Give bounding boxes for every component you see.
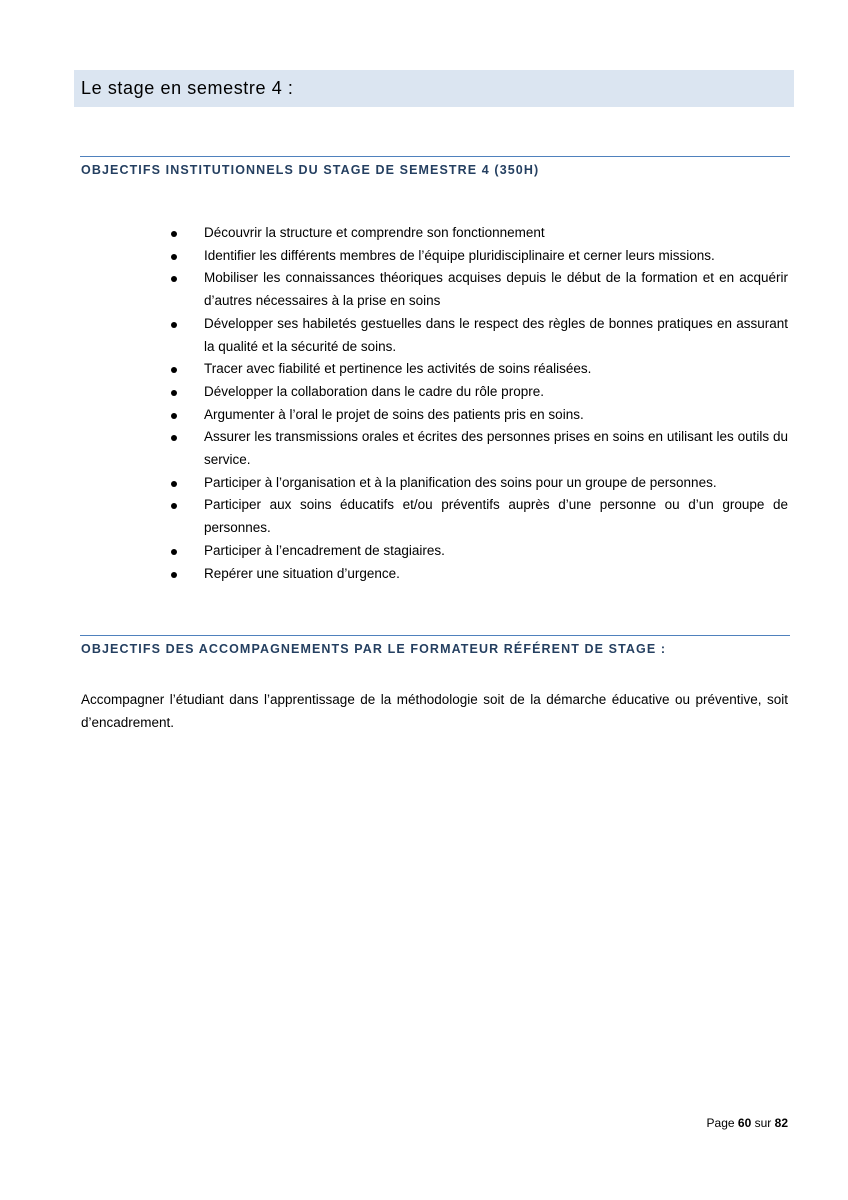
section-institutional-objectives xyxy=(80,156,790,177)
section-referent-objectives xyxy=(80,635,790,656)
list-item-text: Participer à l’encadrement de stagiaires. xyxy=(204,542,445,558)
list-item-text: Assurer les transmissions orales et écrites des personnes prises en soins en utilisant les outils du service. xyxy=(204,429,788,468)
list-item-text: Participer aux soins éducatifs et/ou préventifs auprès d’une personne ou d’un groupe de personnes. xyxy=(204,497,788,536)
page-title: Le stage en semestre 4 : xyxy=(81,78,294,98)
section-heading: OBJECTIFS INSTITUTIONNELS DU STAGE DE SEMESTRE 4 (350H) xyxy=(81,163,540,177)
bullet-icon xyxy=(171,322,177,328)
bullet-icon xyxy=(171,254,177,260)
footer-separator: sur xyxy=(754,1116,772,1130)
list-item-text: Mobiliser les connaissances théoriques acquises depuis le début de la formation et en acquérir d’autres nécessaires à la prise en soins xyxy=(204,270,788,309)
bullet-icon xyxy=(171,572,177,578)
bullet-icon xyxy=(171,435,177,441)
list-item xyxy=(168,563,788,586)
list-item xyxy=(168,245,788,268)
title-band xyxy=(74,70,794,107)
footer-total-pages: 82 xyxy=(774,1116,788,1130)
bullet-icon xyxy=(171,503,177,509)
list-item-text: Découvrir la structure et comprendre son fonctionnement xyxy=(204,225,545,240)
list-item-text: Développer la collaboration dans le cadre du rôle propre. xyxy=(204,383,544,399)
list-item xyxy=(168,358,788,381)
bullet-icon xyxy=(171,390,177,396)
list-item xyxy=(168,381,788,404)
bullet-icon xyxy=(171,481,177,487)
list-item-text: Argumenter à l’oral le projet de soins des patients pris en soins. xyxy=(204,406,584,422)
list-item xyxy=(168,222,788,245)
objectives-list xyxy=(168,222,788,585)
list-item xyxy=(168,540,788,563)
list-item xyxy=(168,267,788,312)
bullet-icon xyxy=(171,231,177,237)
list-item-text: Repérer une situation d’urgence. xyxy=(204,565,400,581)
bullet-icon xyxy=(171,276,177,282)
bullet-icon xyxy=(171,549,177,555)
list-item xyxy=(168,313,788,358)
referent-paragraph: Accompagner l’étudiant dans l’apprentissage de la méthodologie soit de la démarche éducative ou préventive, soit d’encadrement. xyxy=(81,692,788,730)
section-heading: OBJECTIFS DES ACCOMPAGNEMENTS PAR LE FORMATEUR RÉFÉRENT DE STAGE : xyxy=(81,642,667,656)
list-item-text: Tracer avec fiabilité et pertinence les activités de soins réalisées. xyxy=(204,361,592,377)
list-item xyxy=(168,404,788,427)
footer-page-label: Page xyxy=(706,1116,735,1130)
list-item-text: Participer à l’organisation et à la planification des soins pour un groupe de personnes. xyxy=(204,474,717,490)
list-item-text: Identifier les différents membres de l’équipe pluridisciplinaire et cerner leurs missions. xyxy=(204,247,715,263)
page-footer xyxy=(707,1115,788,1131)
list-item xyxy=(168,494,788,539)
list-item xyxy=(168,472,788,495)
footer-current-page: 60 xyxy=(737,1116,752,1130)
list-item-text: Développer ses habiletés gestuelles dans le respect des règles de bonnes pratiques en assurant la qualité et la sécurité de soins. xyxy=(204,315,788,354)
list-item xyxy=(168,426,788,471)
bullet-icon xyxy=(171,413,177,419)
bullet-icon xyxy=(171,367,177,373)
